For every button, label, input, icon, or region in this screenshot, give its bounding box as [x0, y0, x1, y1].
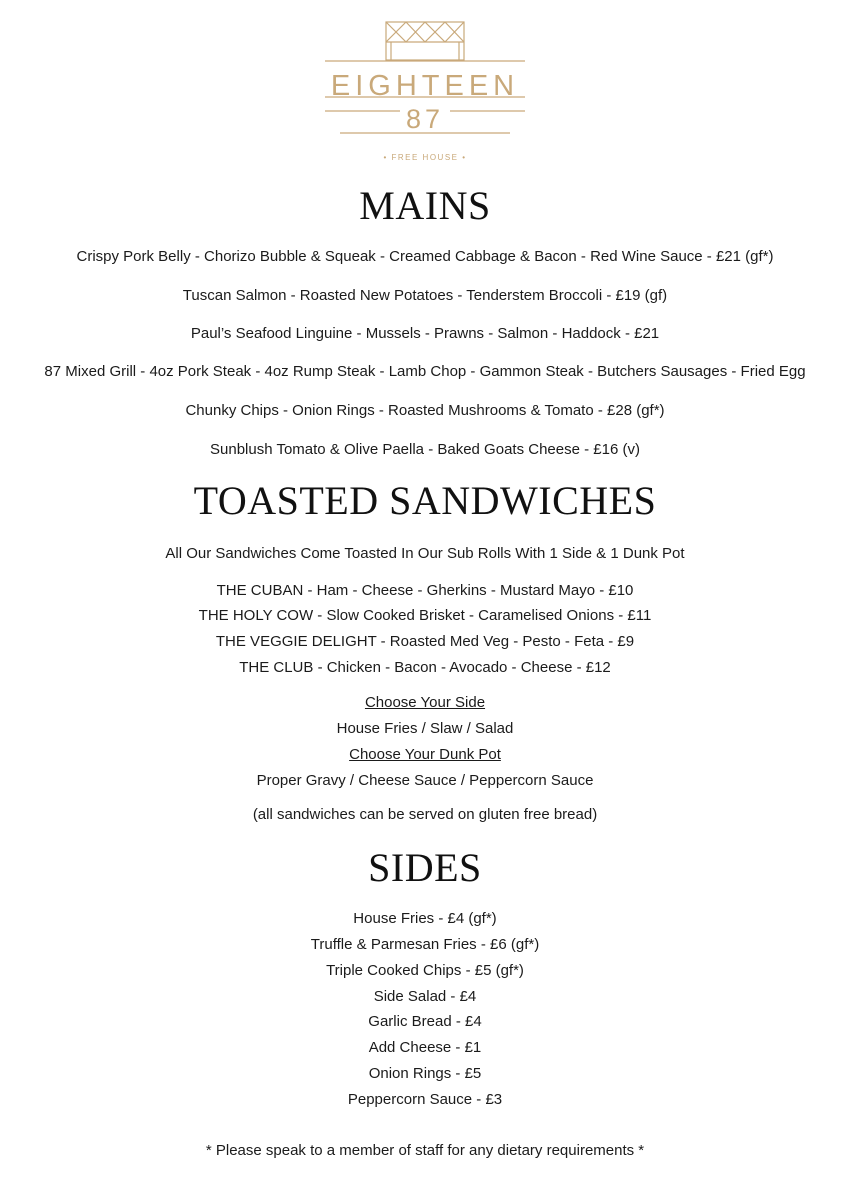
choose-side-heading: Choose Your Side [364, 694, 486, 711]
side-item: Onion Rings - £5 [368, 1065, 482, 1082]
mains-item: Tuscan Salmon - Roasted New Potatoes - Tenderstem Broccoli - £19 (gf) [182, 287, 668, 304]
mains-item: Sunblush Tomato & Olive Paella - Baked Goats Cheese - £16 (v) [210, 441, 640, 458]
side-item: Truffle & Parmesan Fries - £6 (gf*) [310, 936, 540, 953]
side-item: Garlic Bread - £4 [368, 1013, 482, 1030]
sandwich-item: THE CUBAN - Ham - Cheese - Gherkins - Mustard Mayo - £10 [216, 582, 634, 599]
sandwiches-heading: TOASTED SANDWICHES [193, 478, 657, 523]
side-item: House Fries - £4 (gf*) [353, 910, 497, 927]
side-item: Add Cheese - £1 [368, 1039, 482, 1056]
mains-item: 87 Mixed Grill - 4oz Pork Steak - 4oz Rump Steak - Lamb Chop - Gammon Steak - Butchers Sausages - Fried Egg [44, 363, 806, 380]
side-item: Side Salad - £4 [373, 988, 477, 1005]
mains-item: Paul’s Seafood Linguine - Mussels - Prawns - Salmon - Haddock - £21 [190, 325, 660, 342]
choose-dunk-heading: Choose Your Dunk Pot [349, 746, 501, 763]
side-options: House Fries / Slaw / Salad [336, 720, 514, 737]
dietary-footer: * Please speak to a member of staff for any dietary requirements * [205, 1142, 645, 1159]
brand-tagline: • FREE HOUSE • [383, 153, 467, 162]
gluten-free-note: (all sandwiches can be served on gluten free bread) [252, 806, 598, 823]
mains-item: Crispy Pork Belly - Chorizo Bubble & Squeak - Creamed Cabbage & Bacon - Red Wine Sauce - £21 (gf*) [76, 248, 774, 265]
sides-heading: SIDES [368, 845, 482, 890]
sandwiches-intro: All Our Sandwiches Come Toasted In Our Sub Rolls With 1 Side & 1 Dunk Pot [165, 545, 685, 562]
sandwich-item: THE HOLY COW - Slow Cooked Brisket - Caramelised Onions - £11 [198, 607, 652, 624]
side-item: Peppercorn Sauce - £3 [347, 1091, 503, 1108]
dunk-options: Proper Gravy / Cheese Sauce / Peppercorn Sauce [256, 772, 594, 789]
mains-item: Chunky Chips - Onion Rings - Roasted Mushrooms & Tomato - £28 (gf*) [185, 402, 665, 419]
brand-name: EIGHTEEN [330, 70, 520, 102]
side-item: Triple Cooked Chips - £5 (gf*) [326, 962, 524, 979]
brand-number: 87 [405, 104, 445, 134]
logo [325, 20, 525, 162]
sandwich-item: THE VEGGIE DELIGHT - Roasted Med Veg - Pesto - Feta - £9 [215, 633, 635, 650]
sandwich-item: THE CLUB - Chicken - Bacon - Avocado - Cheese - £12 [239, 659, 611, 676]
mains-heading: MAINS [359, 183, 491, 228]
